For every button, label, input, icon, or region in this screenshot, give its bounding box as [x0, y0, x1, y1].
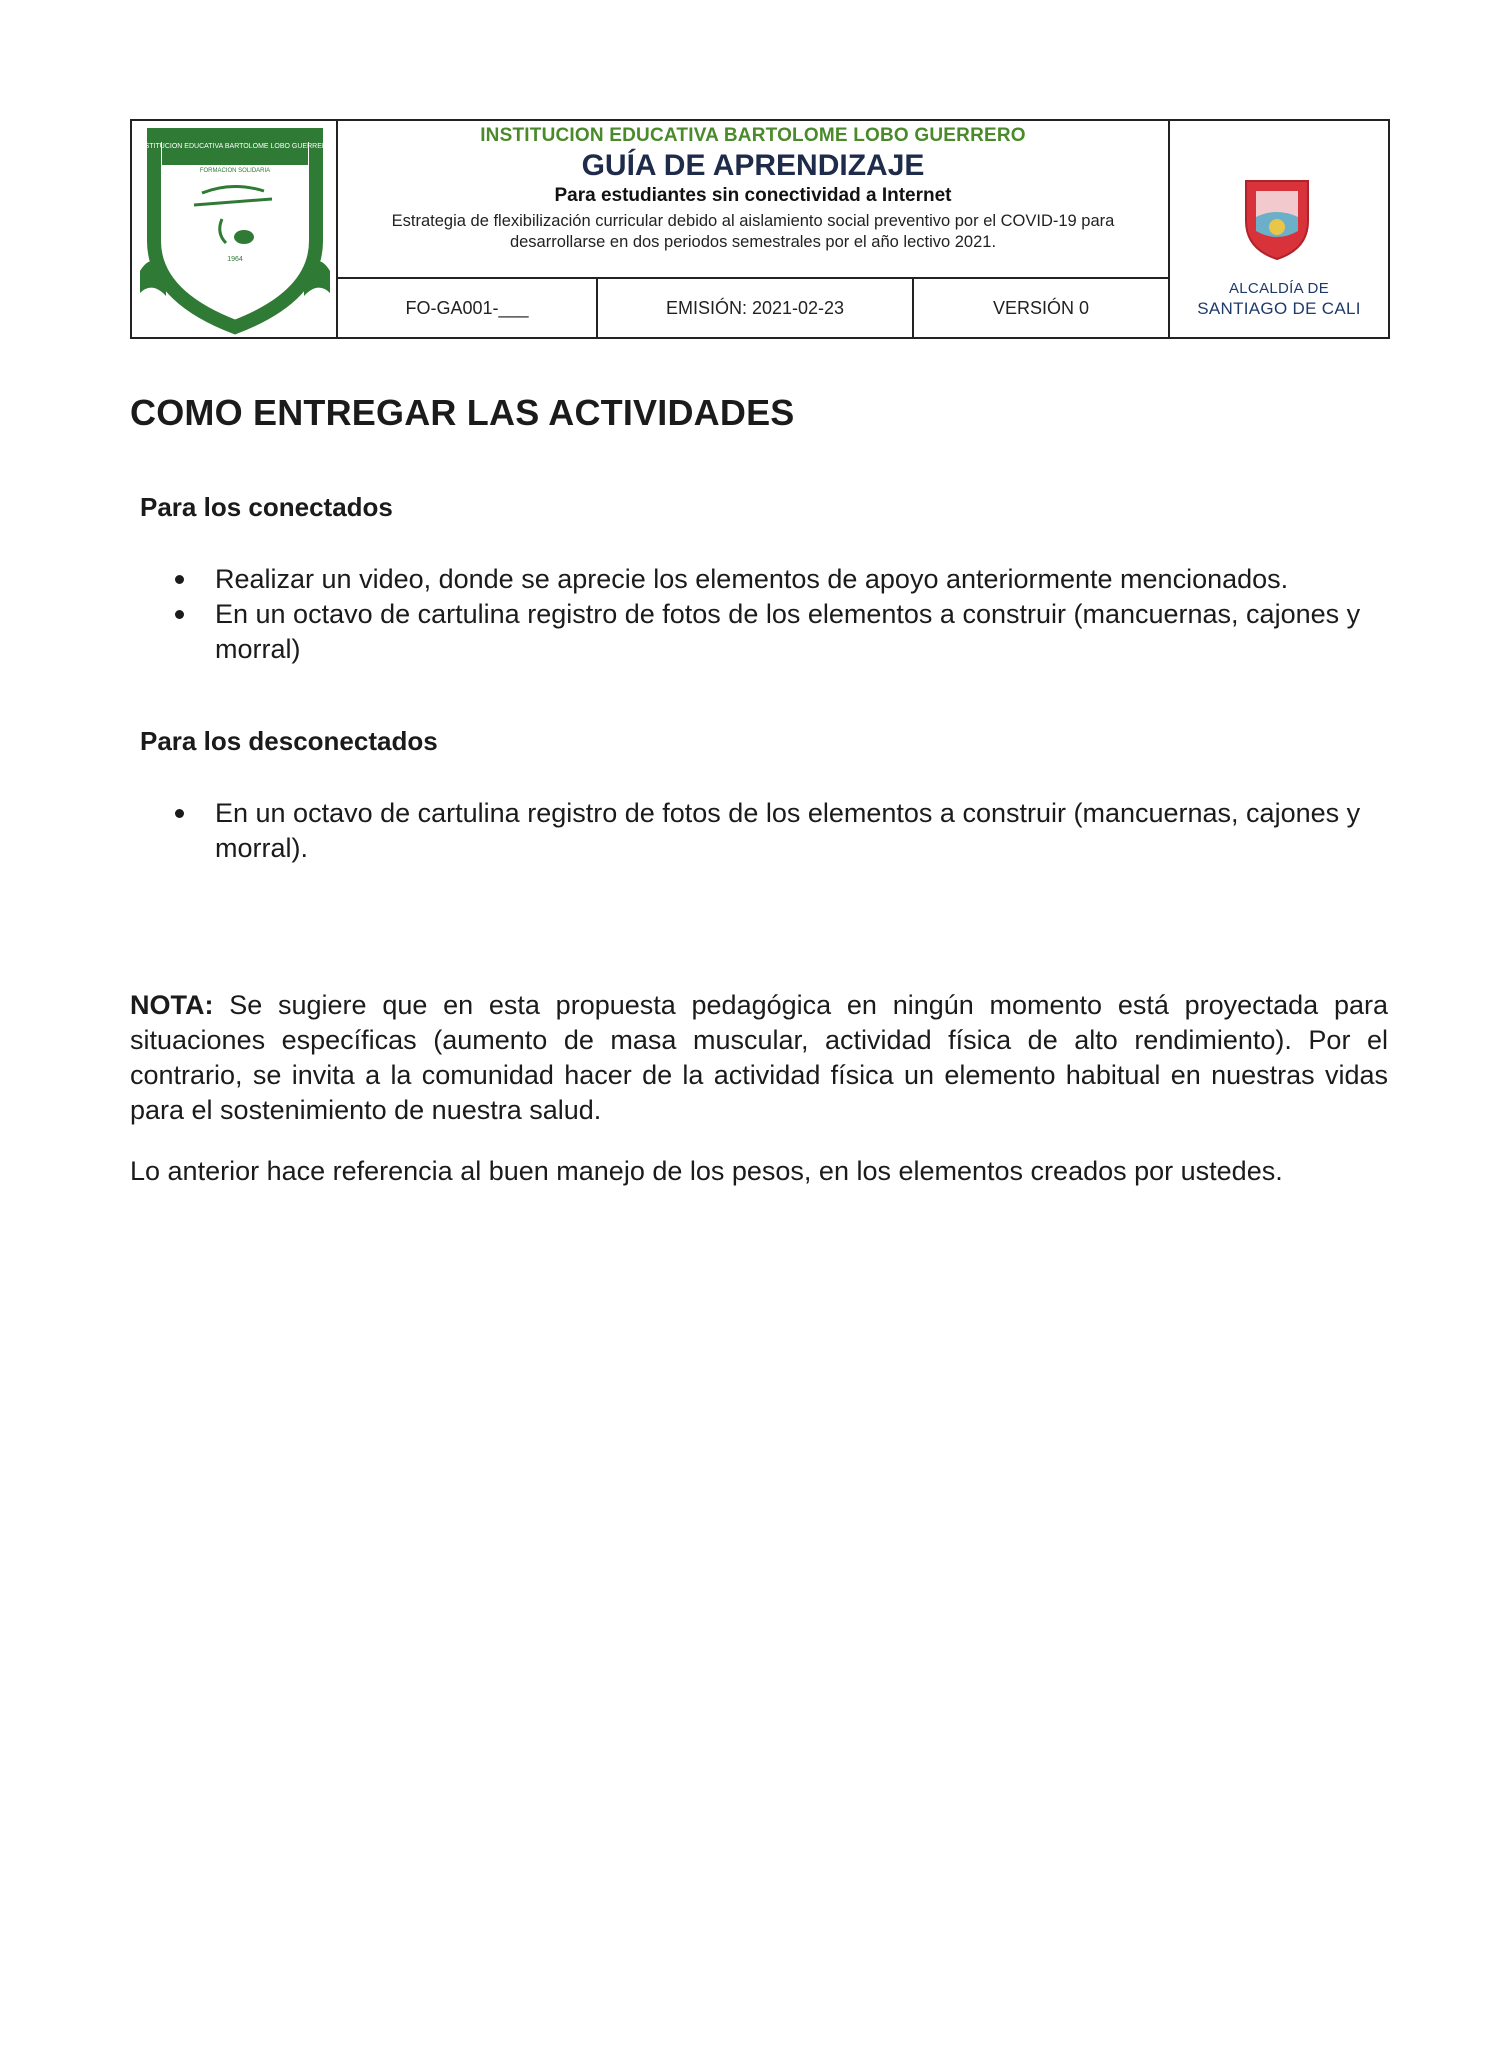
note-paragraph	[130, 988, 1388, 1128]
list-item: En un octavo de cartulina registro de fotos de los elementos a construir (mancuernas, cajones y morral)	[175, 597, 1390, 667]
document-header-table	[130, 119, 1390, 339]
svg-text:INSTITUCION EDUCATIVA BARTOLOM: INSTITUCION EDUCATIVA BARTOLOME LOBO GUERRERO	[137, 143, 333, 150]
header-titles	[338, 121, 1168, 279]
school-logo-cell	[132, 121, 338, 337]
connected-heading: Para los conectados	[140, 492, 393, 522]
svg-text:SANTIAGO DE CALI: SANTIAGO DE CALI	[191, 289, 279, 299]
note-label: NOTA:	[130, 990, 214, 1020]
closing-paragraph: Lo anterior hace referencia al buen manejo de los pesos, en los elementos creados por ustedes.	[130, 1156, 1283, 1186]
cali-coat-of-arms-icon	[1242, 177, 1312, 261]
school-crest-icon	[132, 121, 338, 337]
list-item: Realizar un video, donde se aprecie los elementos de apoyo anteriormente mencionados.	[175, 562, 1390, 597]
header-middle-cell	[338, 121, 1170, 337]
header-meta-row	[338, 279, 1168, 337]
connected-list	[175, 562, 1390, 667]
alcaldia-line-1: ALCALDÍA DE	[1228, 280, 1329, 297]
disconnected-heading: Para los desconectados	[140, 726, 438, 756]
disconnected-list	[175, 796, 1390, 866]
svg-text:1964: 1964	[227, 256, 243, 263]
alcaldia-cell	[1170, 121, 1388, 337]
guide-target: Para estudiantes sin conectividad a Internet	[554, 185, 952, 206]
form-code: FO-GA001-___	[405, 297, 529, 318]
institution-name: INSTITUCION EDUCATIVA BARTOLOME LOBO GUERRERO	[480, 125, 1026, 146]
svg-text:FORMACION SOLIDARIA: FORMACION SOLIDARIA	[199, 168, 271, 174]
list-item: En un octavo de cartulina registro de fotos de los elementos a construir (mancuernas, cajones y morral).	[175, 796, 1390, 866]
note-text: Se sugiere que en esta propuesta pedagógica en ningún momento está proyectada para situaciones específicas (aumento de masa muscular, actividad física de alto rendimiento). Por el contrario, se invita a la comunidad hacer de la actividad física un elemento habitual en nuestras vidas para el sostenimiento de nuestra salud.	[130, 990, 1388, 1125]
section-title: COMO ENTREGAR LAS ACTIVIDADES	[130, 392, 795, 433]
version-label: VERSIÓN 0	[912, 279, 1168, 337]
guide-strategy: Estrategia de flexibilización curricular debido al aislamiento social preventivo por el COVID-19 para desarrollarse en dos periodos semestrales por el año lectivo 2021.	[391, 212, 1115, 251]
alcaldia-label	[1170, 279, 1388, 319]
alcaldia-line-2: SANTIAGO DE CALI	[1197, 299, 1361, 318]
emission-date: EMISIÓN: 2021-02-23	[596, 279, 912, 337]
guide-title: GUÍA DE APRENDIZAJE	[581, 149, 925, 182]
